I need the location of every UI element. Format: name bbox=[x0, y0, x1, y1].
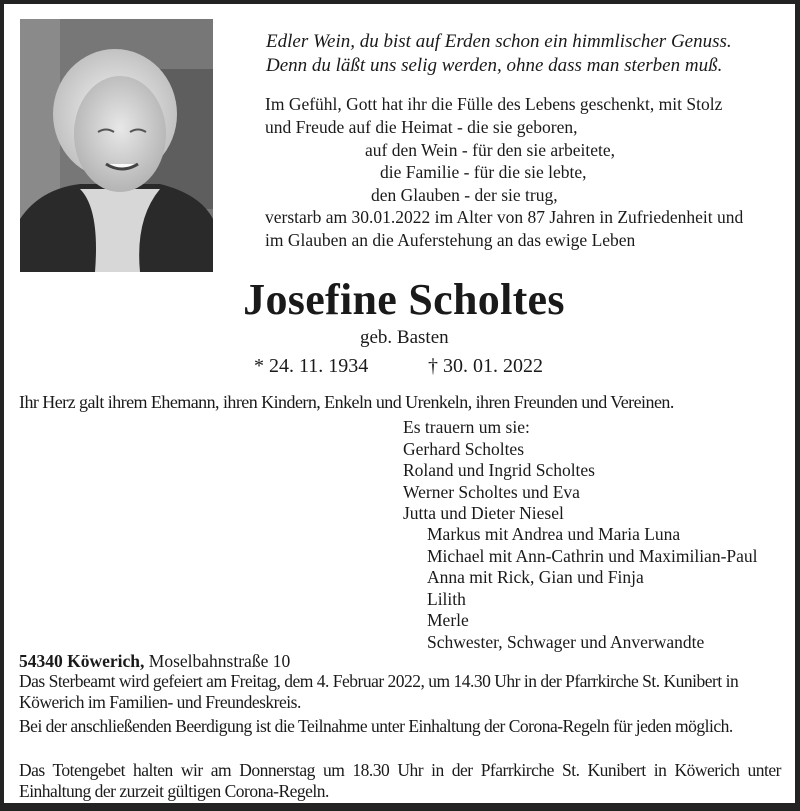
birth-name: geb. Basten bbox=[360, 327, 449, 348]
mourner-item: Merle bbox=[427, 610, 469, 630]
mourner-item: Michael mit Ann-Cathrin und Maximilian-Paul bbox=[427, 545, 758, 566]
poem-line: Im Gefühl, Gott hat ihr die Fülle des Lebens geschenkt, mit Stolz bbox=[265, 94, 723, 114]
mourner-item: Anna mit Rick, Gian und Finja bbox=[427, 567, 644, 587]
mourner-item: Roland und Ingrid Scholtes bbox=[403, 460, 595, 480]
poem-line: und Freude auf die Heimat - die sie geboren, bbox=[265, 117, 578, 137]
poem-line: im Glauben an die Auferstehung an das ewige Leben bbox=[265, 230, 636, 250]
birth-date: * 24. 11. 1934 bbox=[254, 355, 369, 377]
mourner-item: Schwester, Schwager und Anverwandte bbox=[427, 631, 705, 652]
address-city: 54340 Köwerich, bbox=[19, 651, 145, 671]
poem-line: den Glauben - der sie trug, bbox=[371, 185, 558, 205]
poem-line: verstarb am 30.01.2022 im Alter von 87 Jahren in Zufriedenheit und bbox=[265, 207, 744, 227]
portrait-photo bbox=[20, 19, 213, 272]
motto-verse bbox=[266, 30, 732, 78]
poem-line: die Familie - für die sie lebte, bbox=[380, 162, 587, 182]
mourner-item: Gerhard Scholtes bbox=[403, 438, 525, 459]
notice-requiem: Das Sterbeamt wird gefeiert am Freitag, dem 4. Februar 2022, um 14.30 Uhr in der Pfarrkirche St. Kunibert in Köwerich im Familien- und Freundeskreis. bbox=[19, 671, 739, 712]
portrait-image bbox=[20, 19, 213, 272]
dedication-text: Ihr Herz galt ihrem Ehemann, ihren Kindern, Enkeln und Urenkeln, ihren Freunden und Vereinen. bbox=[19, 392, 674, 412]
mourners-intro: Es trauern um sie: bbox=[403, 417, 530, 437]
address-street: Moselbahnstraße 10 bbox=[148, 651, 291, 671]
notice-burial: Bei der anschließenden Beerdigung ist die Teilnahme unter Einhaltung der Corona-Regeln für jeden möglich. bbox=[19, 716, 733, 736]
death-date: † 30. 01. 2022 bbox=[428, 355, 543, 377]
mourners-primary-list bbox=[403, 417, 595, 525]
notice-prayer: Das Totengebet halten wir am Donnerstag um 18.30 Uhr in der Pfarrkirche St. Kunibert in Köwerich unter Einhaltung der zurzeit gültigen Corona-Regeln. bbox=[19, 760, 781, 801]
family-address bbox=[19, 651, 290, 672]
motto-line: Denn du läßt uns selig werden, ohne dass man sterben muß. bbox=[266, 55, 723, 76]
deceased-name: Josefine Scholtes bbox=[243, 275, 565, 324]
mourner-item: Werner Scholtes und Eva bbox=[403, 481, 580, 502]
motto-line: Edler Wein, du bist auf Erden schon ein himmlischer Genuss. bbox=[266, 31, 732, 52]
mourner-item: Jutta und Dieter Niesel bbox=[403, 503, 564, 523]
obituary-notice bbox=[4, 4, 795, 803]
mourner-item: Lilith bbox=[427, 588, 466, 609]
mourners-secondary-list bbox=[427, 524, 758, 653]
mourner-item: Markus mit Andrea und Maria Luna bbox=[427, 524, 681, 544]
poem-line: auf den Wein - für den sie arbeitete, bbox=[365, 140, 615, 160]
